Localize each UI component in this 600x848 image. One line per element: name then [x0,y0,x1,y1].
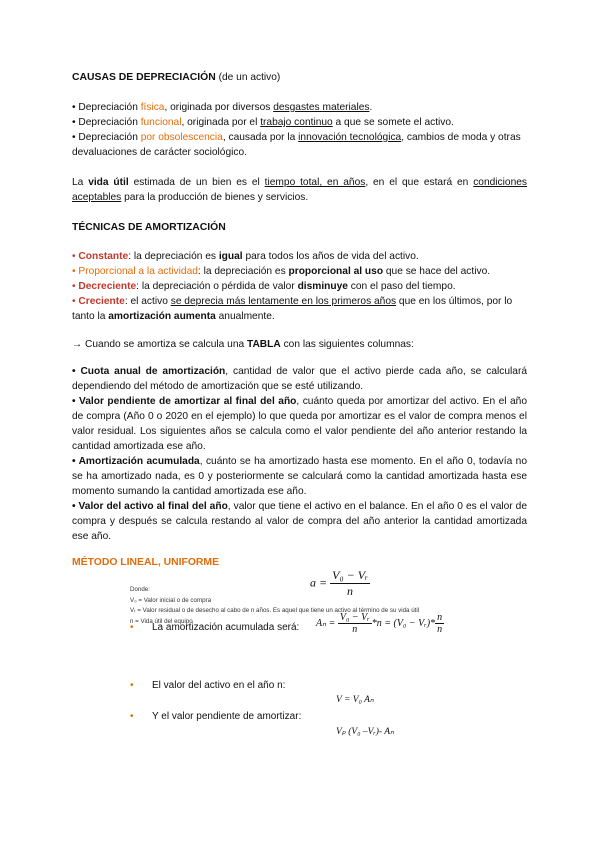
formula-cuota: a = $\frac{\text{V₀ − Vᵣ}}{n}$ [310,568,368,598]
formula-acumulada: Aₙ = $\frac{\text{V₀ − Vᵣ}}{n}$ *n = (V₀ − Vᵣ)* $\frac{n}{n}$ [316,612,443,635]
causa-item: • Depreciación física, originada por diversos desgastes materiales. [72,102,373,113]
causa-item: • Depreciación por obsolescencia, causada por la innovación tecnológica, cambios de moda y otras devaluaciones de carácter sociológico. [72,132,521,158]
tabla-intro: → Cuando se amortiza se calcula una TABLA con las siguientes columnas: [72,339,414,350]
columna-item: • Cuota anual de amortización, cantidad de valor que el activo pierde cada año, se calculará dependiendo del método de amortización que se esté utilizando. [72,366,527,392]
title-sub: (de un activo) [215,72,281,83]
columna-item: • Amortización acumulada, cuánto se ha amortizado hasta ese momento. En el año 0, todavía no se ha amortizado nada, es 0 y posteriormente se calculará como la cantidad amortizada hasta ese momento sumando la cantidad amortizada ese año. [72,456,527,497]
formula-valor: V = V₀ Aₙ [336,695,374,705]
donde-line-v0: V₀ = Valor inicial o de compra [130,596,212,604]
vida-util-paragraph: La vida útil estimada de un bien es el tiempo total, en años, en el que estará en condiciones aceptables para la producción de bienes y servicios. [72,177,528,203]
tecnicas-list [72,249,527,324]
donde-label: Donde: [130,586,150,593]
formula-pendiente: Vₚ (V₀ –Vᵣ)- Aₙ [336,727,394,737]
bullet-dot-icon: • [130,680,134,691]
tecnica-item: • Constante: la depreciación es igual para todos los años de vida del activo. [72,251,419,262]
bullet-valor: • El valor del activo en el año n: [130,680,286,691]
bullet-dot-icon: • [130,711,134,722]
columna-item: • Valor del activo al final del año, valor que tiene el activo en el balance. En el año 0 es el valor de compra y después se calcula restando al valor de compra del año anterior la cantidad amortizada ese año. [72,501,527,542]
columnas-list [72,364,527,544]
metodo-title: MÉTODO LINEAL, UNIFORME [72,557,220,568]
causas-list [72,100,527,160]
causa-item: • Depreciación funcional, originada por el trabajo continuo a que se somete el activo. [72,117,454,128]
title-main: CAUSAS DE DEPRECIACIÓN [72,72,216,83]
donde-line-n: n = Vida útil del equipo [130,617,193,625]
causas-title [72,70,527,85]
columna-item: • Valor pendiente de amortizar al final del año, cuánto queda por amortizar del activo. En el año de compra (Año 0 o 2020 en el ejemplo) lo que queda por amortizar es el valor de compra menos el valor residual. Los siguientes años se calcula como el valor pendiente del año anterior restando la cantidad amortizada ese año. [72,396,527,452]
bullet-pendiente: • Y el valor pendiente de amortizar: [130,711,302,722]
tecnica-item: • Proporcional a la actividad: la depreciación es proporcional al uso que se hace del activo. [72,266,491,277]
donde-line-vr: Vᵣ = Valor residual o de desecho al cabo de n años. Es aquel que tiene un activo al término de su vida útil [130,607,420,614]
tecnica-item: • Creciente: el activo se deprecia más lentamente en los primeros años que en los últimos, por lo tanto la amortización aumenta anualmente. [72,296,513,322]
bullet-dot-icon: • [130,622,134,633]
tecnicas-title: TÉCNICAS DE AMORTIZACIÓN [72,222,226,233]
bullet-acumulada: • La amortización acumulada será: [130,622,300,633]
tecnica-item: • Decreciente: la depreciación o pérdida de valor disminuye con el paso del tiempo. [72,281,456,292]
